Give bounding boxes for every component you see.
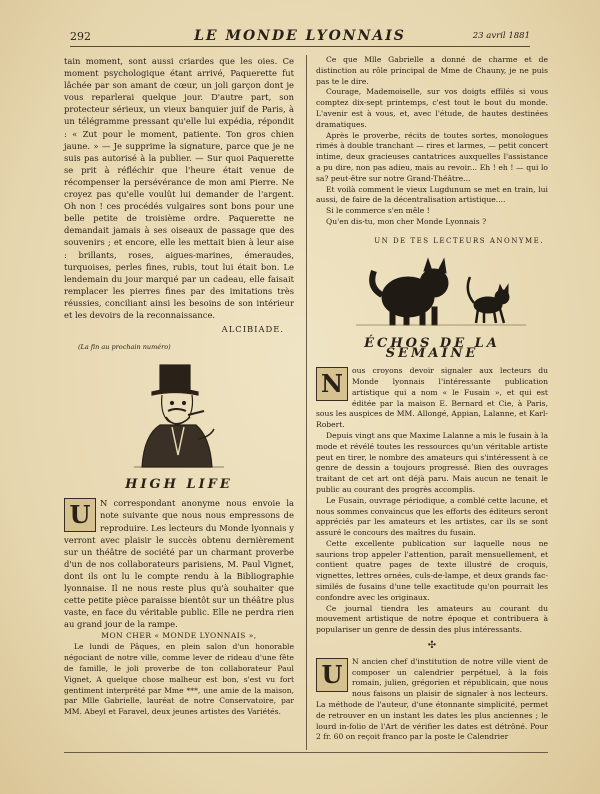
cats-illustration <box>316 251 548 331</box>
letter-paragraph: Le lundi de Pâques, en plein salon d'un honorable négociant de notre ville, comme lever de rideau d'une fête de famille, le joli proverbe de ton collaborateur Paul Vignet, A quelque chose malheur est bon, s'est vu fort gentiment interprété par Mme ***, une amie de la maison, par Mlle Gabrielle, lauréat de notre Conservatoire, par MM. Abeyl et Faravel, deux jeunes artistes des Variétés. <box>64 642 294 717</box>
issue-date: 23 avril 1881 <box>472 31 530 41</box>
letter-paragraph: Ce que Mlle Gabrielle a donné de charme et de distinction au rôle principal de Mme de Chauny, je ne puis pas te le dire. <box>316 55 548 86</box>
masthead: LE MONDE LYONNAIS <box>194 28 406 44</box>
letter-paragraph: Et voilà comment le vieux Lugdunum se met en train, lui aussi, de faire de la décentralisation artistique.... <box>316 184 548 205</box>
high-life-text: N correspondant anonyme nous envoie la note suivante que nous nous empressons de reproduire. Les lecteurs du Monde lyonnais y verront avec plaisir le succès obtenu dernièrement sur un théâtre de société par un charmant proverbe d'un de nos collaborateurs parisiens, M. Paul Vignet, dont ils ont lu le compte rendu à la Bibliographie lyonnaise. Il ne nous reste plus qu'à souhaiter que cette petite pièce paraisse bientôt sur un théâtre plus vaste, en face du véritable public. Elle ne perdra rien au grand jour de la rampe. <box>64 498 294 630</box>
author-signature: ALCIBIADE. <box>221 324 284 335</box>
echos-heading: ÉCHOS DE LA SEMAINE <box>364 335 500 362</box>
bottom-rule <box>64 752 548 753</box>
drop-cap-letter: N <box>316 367 348 401</box>
high-life-heading: HIGH LIFE <box>125 477 233 493</box>
echo-text: ous croyons devoir signaler aux lecteurs du Monde lyonnais l'intéressante publication artistique qui a nom « le Fusain », et qui est éditée par la maison E. Bernard et Cie, à Paris, sous les auspices de MM. Allongé, Appian, Lalanne, et Karl-Robert. <box>316 366 548 430</box>
right-column <box>316 55 548 743</box>
letter-paragraph: Si le commerce s'en mêle ! <box>326 206 430 216</box>
echo-item <box>316 657 548 743</box>
page-header <box>70 28 530 47</box>
letter-signoff: UN DE TES LECTEURS ANONYME. <box>374 236 544 245</box>
left-column <box>64 55 294 718</box>
letter-paragraph: Courage, Mademoiselle, sur vos doigts effilés si vous comptez dix-sept printemps, c'est tout le bout du monde. L'avenir est à vous, et, avec l'étude, de hautes destinées dramatiques. <box>316 87 548 129</box>
continued-note: (La fin au prochain numéro) <box>78 343 171 352</box>
drop-cap-letter: U <box>64 498 96 532</box>
echo-paragraph: Cette excellente publication sur laquelle nous ne saurions trop appeler l'attention, paraît mensuellement, et contient quatre pages de texte illustré de croquis, vignettes, lettres ornées, culs-de-lampe, et deux grands fac-similés de fusains d'une telle exactitude qu'on pourrait les confondre avec les originaux. <box>316 538 548 602</box>
letter-salutation: MON CHER « MONDE LYONNAIS », <box>101 631 257 641</box>
echo-item <box>316 366 548 431</box>
page-number: 292 <box>70 30 91 43</box>
letter-paragraph: Qu'en dis-tu, mon cher Monde Lyonnais ? <box>326 216 487 226</box>
letter-body <box>64 642 294 718</box>
ornament-divider: ✣ <box>427 640 437 652</box>
column-divider <box>306 55 307 750</box>
drop-cap-letter: U <box>316 658 348 692</box>
echo-paragraph: Ce journal tiendra les amateurs au courant du mouvement artistique de notre époque et contribuera à populariser un genre de dessin des plus intéressants. <box>316 603 548 635</box>
letter-paragraph: Après le proverbe, récits de toutes sortes, monologues rimés à double tranchant — rires et larmes, — petit concert intime, deux gracieuses cantatrices auxquelles l'assistance a pu dire, non pas adieu, mais au revoir... Eh ! eh ! — qui lo sa? peut-être sur notre Grand-Théâtre... <box>316 130 548 183</box>
gentleman-illustration <box>64 359 294 471</box>
echo-text: N ancien chef d'institution de notre ville vient de composer un calendrier perpétuel, à la fois romain, julien, grégorien et républicain, que nous nous faisons un plaisir de signaler à nos lecteurs. La méthode de l'auteur, d'une étonnante simplicité, permet de retrouver en un instant les dates les plus anciennes ; le lourd in-folio de l'Art de vérifier les dates est détrôné. Pour 2 fr. 60 on reçoit franco par la poste le Calendrier <box>316 656 548 742</box>
echo-paragraph: Depuis vingt ans que Maxime Lalanne a mis le fusain à la mode et révélé toutes les ressources qu'un véritable artiste peut en tirer, le nombre des amateurs qui s'intéressent à ce genre de dessin a toujours progressé. Bien des ouvrages traitant de cet art ont déjà paru. Mais aucun ne tenait le public au courant des progrès accomplis. <box>316 430 548 494</box>
echo-paragraph: Le Fusain, ouvrage périodique, a comblé cette lacune, et nous sommes convaincus que les efforts des éditeurs seront appréciés par les amateurs et les artistes, car ils se sont assuré le concours des maîtres du fusain. <box>316 495 548 538</box>
high-life-intro <box>64 497 294 630</box>
story-paragraph: tain moment, sont aussi criardes que les oies. Ce moment psychologique étant arrivé, Paquerette fut lâchée par son amant de cœur, un joli garçon dont je vous reparlerai quelque jour. D'autre part, son protecteur sérieux, un vieux banquier juif de Paris, à un télégramme pressant qu'elle lui expédia, répondit : « Zut pour le moment, patiente. Ton gros chien jaune. » — Je supprime la signature, parce que je ne suis pas autorisé à la publier. — Sur quoi Paquerette se prit à réfléchir que l'heure était venue de récompenser la persévérance de mon ami Pierre. Ne croyez pas qu'elle voulût lui demander de l'argent. Oh non ! ces procédés vulgaires sont bons pour une belle petite de troisième ordre. Paquerette ne demandait jamais à ses oiseaux de passage que des souvenirs ; et encore, elle les mettait bien à leur aise : brillants, roses, aigues-marines, émeraudes, turquoises, perles fines, rubis, tout lui était bon. Le lendemain du jour marqué par un cadeau, elle faisait remplacer les pierres fines par des imitations très réussies, conciliant ainsi les besoins de son intérieur et les devoirs de la reconnaissance. <box>64 56 294 320</box>
